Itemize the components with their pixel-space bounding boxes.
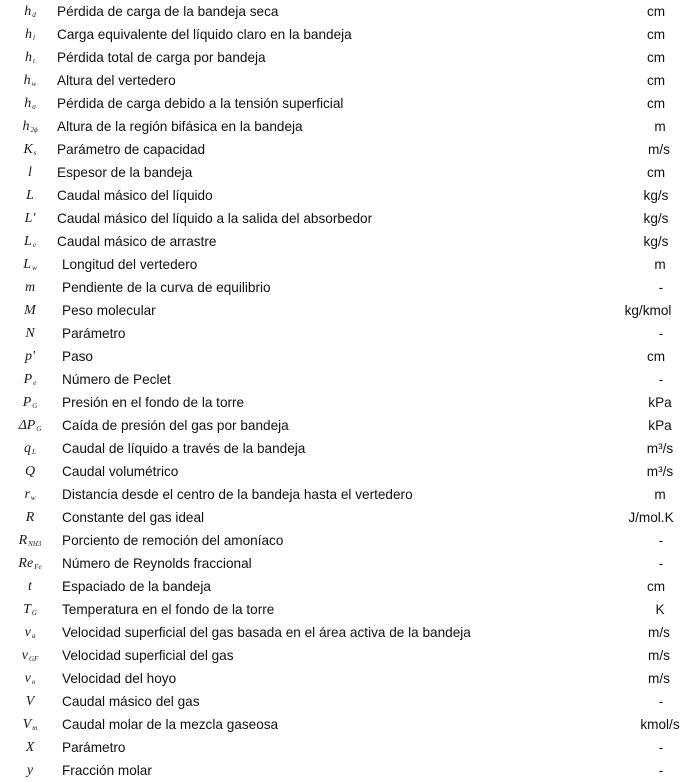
symbol: h [25,26,33,42]
description-cell: Caudal másico de arrastre [57,234,217,249]
symbol-cell [8,161,52,184]
symbol: h [23,72,31,88]
description-cell: Peso molecular [62,303,156,318]
table-row [0,207,689,230]
description-cell: Temperatura en el fondo de la torre [62,602,275,617]
symbol-cell [8,598,52,621]
description-cell: Espesor de la bandeja [57,165,193,180]
table-row [0,598,689,621]
symbol: t [28,578,32,594]
symbol-cell [8,460,52,483]
symbol-subscript: G [36,424,42,433]
symbol: L [26,187,34,203]
symbol-cell [8,736,52,759]
unit-cell: kg/kmol [624,303,672,318]
symbol: L [24,233,32,249]
symbol-subscript: e [32,240,36,249]
unit-cell: cm [646,165,666,180]
symbol-cell [8,184,52,207]
symbol: v [24,624,31,640]
unit-cell: - [658,740,664,755]
symbol-subscript: w [31,79,37,88]
unit-cell: m/s [648,142,670,157]
unit-cell: - [658,326,664,341]
symbol-subscript: t [33,56,35,65]
symbol-cell [8,391,52,414]
table-row [0,253,689,276]
symbol-subscript: a [31,631,36,640]
table-row [0,667,689,690]
symbol: y [26,762,34,778]
symbol: p′ [24,348,36,364]
unit-cell: kPa [648,418,672,433]
table-row [0,184,689,207]
symbol-cell [8,506,52,529]
symbol: h [24,95,32,111]
table-row [0,690,689,713]
symbol: R [25,509,35,525]
symbol-subscript: m [32,723,38,732]
symbol-subscript: d [32,10,36,19]
symbol-subscript: w [32,263,37,272]
symbol: V [25,693,35,709]
description-cell: Fracción molar [62,763,152,778]
table-row [0,460,689,483]
table-row [0,138,689,161]
table-row [0,92,689,115]
description-cell: Caudal másico del líquido a la salida del absorbedor [57,211,373,226]
description-cell: Caudal de líquido a través de la bandeja [62,441,306,456]
symbol: P [23,371,33,387]
description-cell: Pérdida de carga debido a la tensión superficial [57,96,344,111]
unit-cell: cm [646,96,666,111]
symbol-cell [8,138,52,161]
symbol-subscript: l [33,33,35,42]
unit-cell: - [658,694,664,709]
table-row [0,345,689,368]
description-cell: Velocidad del hoyo [62,671,177,686]
symbol-cell [8,23,52,46]
table-row [0,414,689,437]
symbol-cell [8,529,52,552]
table-row [0,713,689,736]
table-row [0,23,689,46]
symbol-cell [8,483,52,506]
description-cell: Longitud del vertedero [62,257,198,272]
symbol: r [24,486,30,502]
symbol: l [28,164,32,180]
unit-cell: m [654,119,666,134]
description-cell: Distancia desde el centro de la bandeja hasta el vertedero [62,487,413,502]
symbol-cell [8,552,52,575]
symbol-subscript: o [31,677,36,686]
description-cell: Altura de la región bifásica en la bandeja [57,119,303,134]
symbol-subscript: Fe [34,562,42,571]
description-cell: Pérdida total de carga por bandeja [57,50,266,65]
description-cell: Altura del vertedero [57,73,176,88]
unit-cell: m/s [648,648,670,663]
table-row [0,506,689,529]
unit-cell: cm [646,349,666,364]
symbol: L [23,256,32,272]
symbol-cell [8,276,52,299]
symbol-cell [8,713,52,736]
symbol: T [23,601,31,617]
description-cell: Caída de presión del gas por bandeja [62,418,289,433]
table-row [0,276,689,299]
symbol-subscript: s [33,148,37,157]
unit-cell: m [654,257,666,272]
symbol-cell [8,644,52,667]
unit-cell: - [658,280,664,295]
symbol: N [25,325,35,341]
description-cell: Parámetro de capacidad [57,142,206,157]
table-row [0,115,689,138]
table-row [0,437,689,460]
unit-cell: m/s [648,625,670,640]
symbol-subscript: σ [32,102,36,111]
symbol-cell [8,115,52,138]
symbol-cell [8,69,52,92]
description-cell: Número de Peclet [62,372,171,387]
symbol-cell [8,667,52,690]
symbol-subscript: GF [28,654,39,663]
symbol: Re [18,555,34,571]
symbol: K [23,141,33,157]
unit-cell: cm [646,50,666,65]
symbol: q [24,440,32,456]
table-row [0,483,689,506]
symbol-cell [8,368,52,391]
symbol: R [18,532,28,548]
unit-cell: m³/s [646,464,674,479]
description-cell: Caudal másico del gas [62,694,200,709]
unit-cell: cm [646,27,666,42]
table-row [0,69,689,92]
unit-cell: kmol/s [640,717,680,732]
description-cell: Caudal volumétrico [62,464,179,479]
symbol: m [24,279,36,295]
table-row [0,368,689,391]
symbol-cell [8,690,52,713]
table-row [0,644,689,667]
symbol-subscript: 2ϕ [30,125,38,134]
symbol-cell [8,46,52,69]
description-cell: Constante del gas ideal [62,510,205,525]
symbol: v [21,647,28,663]
unit-cell: cm [646,73,666,88]
unit-cell: - [658,533,664,548]
table-row [0,736,689,759]
symbol-cell [8,437,52,460]
table-row [0,552,689,575]
symbol-cell [8,575,52,598]
symbol-subscript: G [31,608,37,617]
unit-cell: K [655,602,665,617]
symbol-cell [8,322,52,345]
symbol-cell [8,345,52,368]
symbol-cell [8,230,52,253]
unit-cell: - [658,763,664,778]
table-row [0,46,689,69]
unit-cell: m [654,487,666,502]
table-row [0,299,689,322]
symbol-subscript: e [33,378,37,387]
description-cell: Velocidad superficial del gas [62,648,234,663]
unit-cell: cm [646,4,666,19]
unit-cell: m³/s [646,441,674,456]
description-cell: Parámetro [62,740,126,755]
description-cell: Número de Reynolds fraccional [62,556,252,571]
symbol: V [22,716,32,732]
symbol-subscript: L [32,447,36,456]
description-cell: Pérdida de carga de la bandeja seca [57,4,279,19]
symbol-cell [8,0,52,23]
unit-cell: kPa [648,395,672,410]
unit-cell: J/mol.K [628,510,674,525]
symbol-cell [8,414,52,437]
description-cell: Porciento de remoción del amoníaco [62,533,284,548]
description-cell: Carga equivalente del líquido claro en la bandeja [57,27,352,42]
table-row [0,0,689,23]
symbol: P [22,394,32,410]
symbol-subscript: NH3 [28,539,42,548]
description-cell: Espaciado de la bandeja [62,579,211,594]
symbol-cell [8,299,52,322]
symbol-cell [8,92,52,115]
description-cell: Velocidad superficial del gas basada en el área activa de la bandeja [62,625,471,640]
table-row [0,575,689,598]
unit-cell: kg/s [643,188,669,203]
symbol: v [24,670,31,686]
symbol-cell [8,253,52,276]
description-cell: Pendiente de la curva de equilibrio [62,280,271,295]
unit-cell: kg/s [643,211,669,226]
table-row [0,391,689,414]
symbol: L′ [24,210,36,226]
symbol-cell [8,759,52,782]
unit-cell: - [658,556,664,571]
table-row [0,322,689,345]
table-row [0,759,689,782]
description-cell: Paso [62,349,93,364]
unit-cell: m/s [648,671,670,686]
table-row [0,161,689,184]
symbol-subscript: w [30,493,36,502]
symbol: h [22,118,30,134]
symbol: ΔP [18,417,36,433]
symbol: h [24,3,32,19]
table-row [0,621,689,644]
symbol: h [25,49,33,65]
symbol-cell [8,207,52,230]
unit-cell: - [658,372,664,387]
symbol: M [24,302,36,318]
table-row [0,529,689,552]
unit-cell: cm [646,579,666,594]
symbol-subscript: G [32,401,38,410]
description-cell: Caudal másico del líquido [57,188,213,203]
symbol: Q [24,463,36,479]
symbol: X [25,739,35,755]
description-cell: Caudal molar de la mezcla gaseosa [62,717,279,732]
description-cell: Parámetro [62,326,126,341]
symbol-cell [8,621,52,644]
table-row [0,230,689,253]
unit-cell: kg/s [643,234,669,249]
description-cell: Presión en el fondo de la torre [62,395,245,410]
